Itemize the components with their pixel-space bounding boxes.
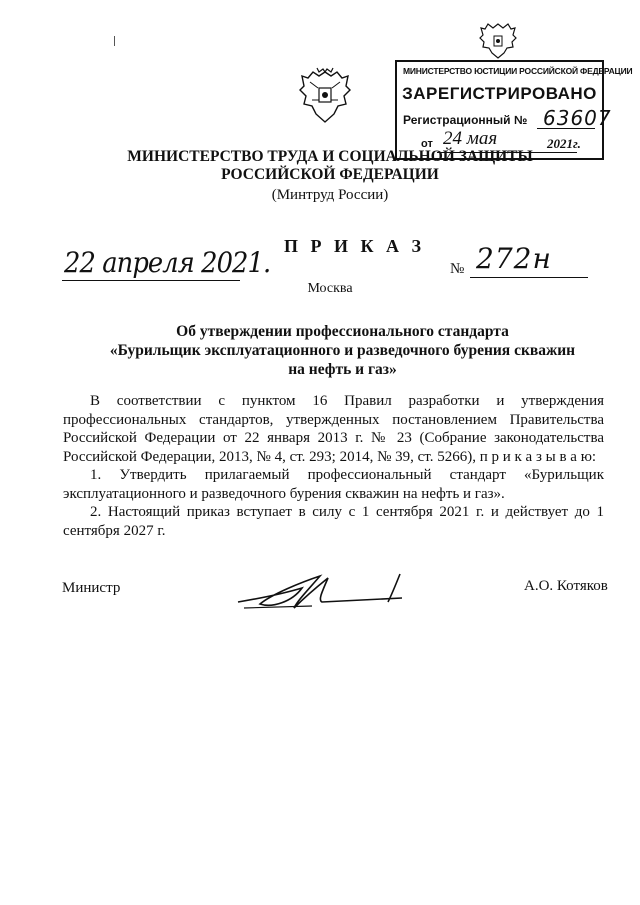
stamp-year: 2021г. [547,136,581,151]
order-number-sign: № [450,261,465,277]
coat-of-arms-icon [296,66,354,128]
stamp-title: ЗАРЕГИСТРИРОВАНО [402,84,597,103]
stamp-reg-number: 63607 [543,106,612,130]
order-title [80,322,605,379]
stamp-reg-underline [537,128,595,129]
registration-stamp [395,60,633,160]
ministry-name-line1: МИНИСТЕРСТВО ТРУДА И СОЦИАЛЬНОЙ ЗАЩИТЫ [127,148,533,165]
stamp-date: 24 мая [443,128,498,149]
body-paragraph-3: 2. Настоящий приказ вступает в силу с 1 сентября 2021 г. и действует до 1 сентября 2027 г. [63,504,604,539]
order-date-handwritten: 22 апреля 2021. [64,246,271,279]
order-number-handwritten: 272н [476,242,552,275]
ministry-short-name: (Минтруд России) [271,187,389,203]
order-city: Москва [307,281,353,296]
stamp-ministry: МИНИСТЕРСТВО ЮСТИЦИИ РОССИЙСКОЙ ФЕДЕРАЦИИ [403,66,633,76]
signatory-position: Министр [62,580,121,596]
stamp-reg-label: Регистрационный № [403,113,528,127]
order-body [63,392,604,540]
body-paragraph-2: 1. Утвердить прилагаемый профессиональный стандарт «Бурильщик эксплуатационного и разведочного бурения скважин на нефть и газ». [63,467,604,502]
scan-mark [114,36,115,46]
stamp-emblem-icon [478,20,518,62]
order-title-line2: «Бурильщик эксплуатационного и разведочного бурения скважин [109,342,576,359]
ministry-name-line2: РОССИЙСКОЙ ФЕДЕРАЦИИ [221,166,439,183]
order-label: П Р И К А З [284,236,426,256]
signatory-name: А.О. Котяков [524,578,608,594]
stamp-date-prefix: от [421,138,433,150]
order-title-line1: Об утверждении профессионального стандарта [176,323,509,340]
order-number-underline [470,277,588,278]
body-paragraph-1: В соответствии с пунктом 16 Правил разработки и утверждения профессиональных стандартов, утвержденных постановлением Правительства Российской Федерации от 22 января 2013 г. № 23 (Собрание законодательства Российской Федерации, 2013, № 4, ст. 293; 2014, № 39, ст. 5266), п р и к а з ы в а ю: [63,393,604,465]
handwritten-signature [232,568,432,618]
order-title-line3: на нефть и газ» [288,361,397,378]
